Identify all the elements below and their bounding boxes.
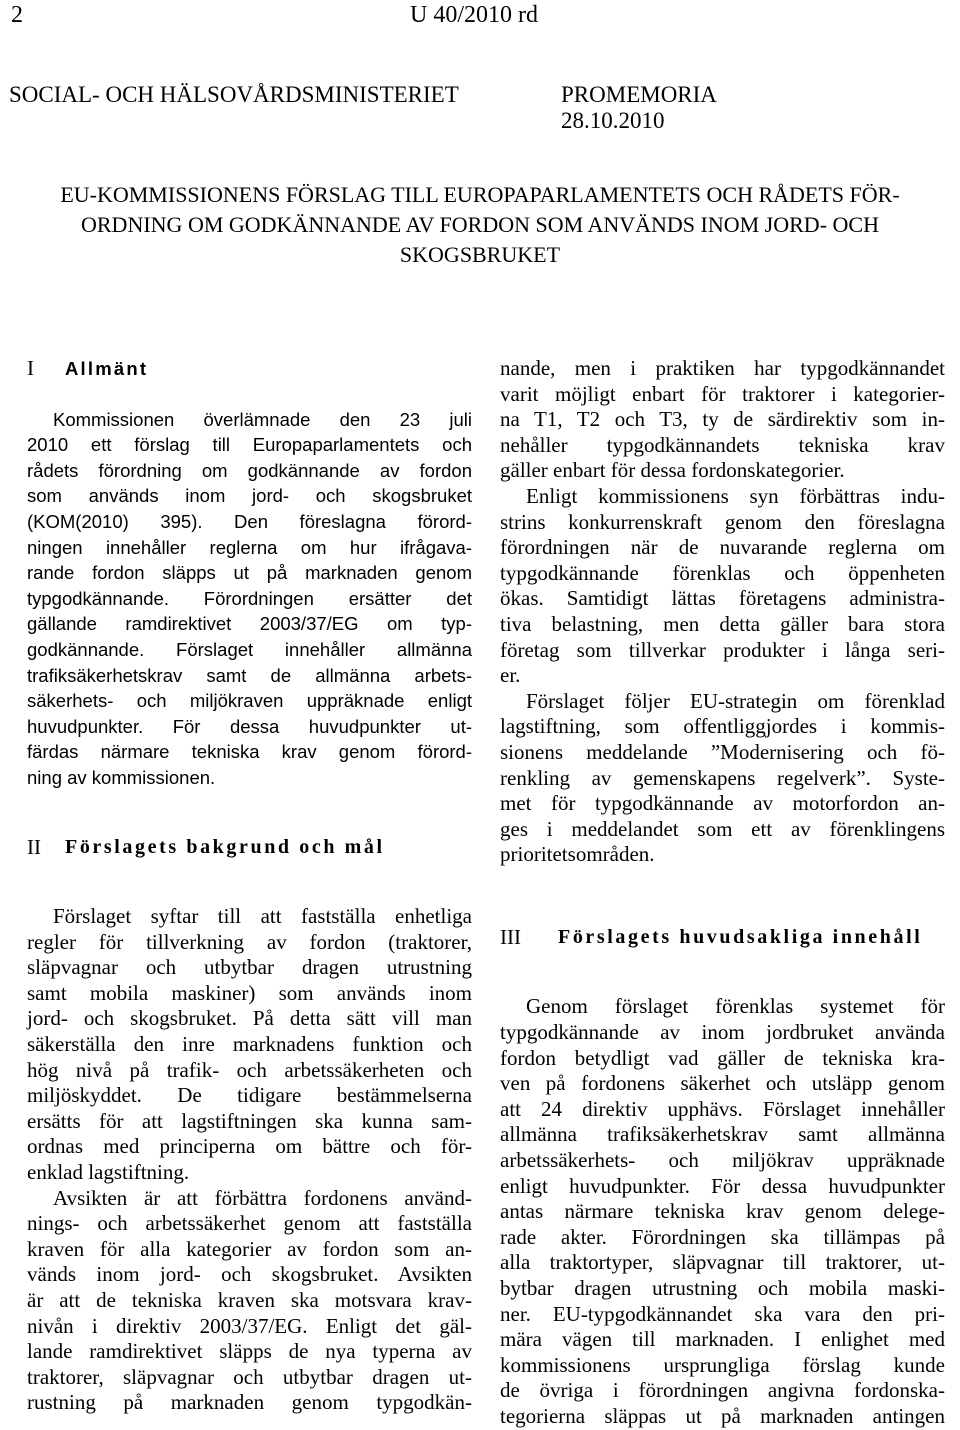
right-column — [500, 356, 945, 1430]
paragraph-bakgrund-2 — [27, 1186, 472, 1416]
text-line: sionens meddelande ”Modernisering och fö- — [500, 739, 945, 764]
page-number: 2 — [11, 2, 23, 28]
text-line: ersätts för att lagstiftningen ska kunna sam- — [27, 1108, 472, 1133]
text-line: tegorierna släppas ut på marknaden antingen — [500, 1403, 945, 1428]
text-line: typgodkännande. Förordningen ersätter det — [27, 587, 472, 609]
text-line: bytbar dragen utrustning och mobila maski- — [500, 1276, 945, 1300]
text-line: fordon betydligt vad gäller de tekniska kra- — [500, 1045, 945, 1070]
text-line: företag som tillverkar produkter i långa seri- — [500, 637, 945, 662]
text-line: ner. EU-typgodkännandet ska vara den pri- — [500, 1301, 945, 1326]
text-line: ven på fordonens säkerhet och utsläpp genom — [500, 1071, 945, 1096]
text-line: allmänna trafiksäkerhetskrav samt allmänna — [500, 1122, 945, 1147]
text-line: är att de tekniska kraven ska motsvara krav- — [27, 1288, 472, 1312]
text-line: Förslaget syftar till att fastställa enhetliga — [53, 904, 472, 929]
paragraph-bakgrund-3 — [500, 356, 945, 484]
memo-date: 28.10.2010 — [561, 108, 665, 133]
text-line: antas närmare tekniska krav genom delege- — [500, 1199, 945, 1224]
text-line: met för typgodkännande av motorfordon an- — [500, 791, 945, 816]
text-line: strins konkurrenskraft genom den föreslagna — [500, 509, 945, 534]
text-line: släpvagnar och utbytbar dragen utrustning — [27, 955, 472, 980]
text-line: lande ramdirektivet släpps de nya typerna av — [27, 1339, 472, 1364]
text-line: jord- och skogsbruket. På detta sätt vill man — [27, 1006, 472, 1031]
title-line: EU-KOMMISSIONENS FÖRSLAG TILL EUROPAPARLAMENTETS OCH RÅDETS FÖR- — [60, 182, 900, 207]
text-line: nande, men i praktiken har typgodkännandet — [500, 356, 945, 380]
text-line: förordningen när de nuvarande reglerna om — [500, 535, 945, 560]
text-line: rustning på marknaden genom typgodkän- — [27, 1390, 472, 1415]
text-line: traktorer, släpvagnar och utbytbar dragen ut- — [27, 1364, 472, 1389]
text-line: typgodkännande av inom jordbruket använda — [500, 1020, 945, 1045]
text-line: säkerställa den inre marknadens funktion och — [27, 1032, 472, 1057]
text-line: na T1, T2 och T3, ty de särdirektiv som in- — [500, 407, 945, 432]
text-line: nivån i direktiv 2003/37/EG. Enligt det gäl- — [27, 1313, 472, 1338]
text-line: (KOM(2010) 395). Den föreslagna förord- — [27, 510, 472, 532]
text-line: tiva belastning, men detta gäller bara stora — [500, 611, 945, 636]
text-line: huvudpunkter. För dessa huvudpunkter ut- — [27, 715, 472, 737]
text-line: Kommissionen överlämnade den 23 juli — [53, 408, 472, 430]
text-line: mära vägen till marknaden. I enlighet med — [500, 1327, 945, 1352]
text-line: som används inom jord- och skogsbruket — [27, 485, 472, 507]
text-line: kommissionens ursprungliga förslag kunde — [500, 1352, 945, 1377]
section-title: Allmänt — [65, 358, 149, 379]
text-line: miljöskyddet. De tidigare bestämmelserna — [27, 1083, 472, 1108]
text-line: säkerhets- och miljökraven uppräknade enligt — [27, 690, 472, 712]
paragraph-bakgrund-1 — [27, 904, 472, 1186]
text-line: hög nivå på trafik- och arbetssäkerheten och — [27, 1057, 472, 1082]
section-title: Förslagets bakgrund och mål — [65, 835, 385, 858]
text-line: kraven för alla kategorier av fordon som an- — [27, 1236, 472, 1261]
text-line: varit möjligt enbart för traktorer i kategorier- — [500, 381, 945, 406]
section-heading-allmant — [27, 356, 472, 382]
text-line: de övriga i förordningen angivna fordonska- — [500, 1378, 945, 1403]
ministry-name: SOCIAL- OCH HÄLSOVÅRDSMINISTERIET — [9, 82, 459, 107]
text-line: rade akter. Förordningen ska tillämpas på — [500, 1224, 945, 1249]
text-line: prioritetsområden. — [500, 842, 655, 867]
text-line: arbetssäkerhets- och miljökrav uppräknade — [500, 1148, 945, 1173]
text-line: att 24 direktiv upphävs. Förslaget innehåller — [500, 1096, 945, 1121]
section-heading-innehall — [500, 925, 945, 951]
text-line: rådets förordning om godkännande av fordon — [27, 459, 472, 481]
section-number: II — [27, 834, 41, 859]
text-line: nings- och arbetssäkerhet genom att fastställa — [27, 1211, 472, 1236]
paragraph-bakgrund-5 — [500, 689, 945, 868]
text-line: lagstiftning, som offentliggjordes i kommis- — [500, 714, 945, 739]
text-line: trafiksäkerhetskrav samt de allmänna arbets- — [27, 664, 472, 686]
text-line: ning av kommissionen. — [27, 766, 216, 788]
text-line: godkännande. Förslaget innehåller allmänna — [27, 638, 472, 660]
paragraph-bakgrund-4 — [500, 484, 945, 689]
text-line: regler för tillverkning av fordon (traktorer, — [27, 929, 472, 954]
section-number: I — [27, 356, 34, 380]
title-line: ORDNING OM GODKÄNNANDE AV FORDON SOM ANVÄNDS INOM JORD- OCH — [81, 212, 879, 237]
text-line: ordnas med principerna om bättre och för- — [27, 1134, 472, 1159]
text-line: renkling av gemenskapens regelverk”. Syste- — [500, 765, 945, 790]
text-line: enklad lagstiftning. — [27, 1160, 190, 1185]
title-line: SKOGSBRUKET — [399, 242, 561, 267]
text-line: vänds inom jord- och skogsbruket. Avsikten — [27, 1262, 472, 1287]
left-column — [27, 356, 472, 1416]
section-title: Förslagets huvudsakliga innehåll — [558, 925, 923, 948]
text-line: ningen innehåller reglerna om hur ifrågava- — [27, 536, 472, 558]
paragraph-innehall — [500, 994, 945, 1429]
text-line: gäller enbart för dessa fordonskategorier. — [500, 458, 845, 483]
text-line: er. — [500, 663, 521, 688]
document-reference: U 40/2010 rd — [410, 2, 538, 28]
text-line: Avsikten är att förbättra fordonens använd- — [53, 1185, 472, 1210]
text-line: enligt huvudpunkter. För dessa huvudpunkter — [500, 1173, 945, 1198]
memo-type: PROMEMORIA — [561, 82, 717, 107]
section-number: III — [500, 924, 521, 949]
text-line: Enligt kommissionens syn förbättras indu- — [526, 483, 945, 508]
text-line: ges i meddelandet som ett av förenklingens — [500, 816, 945, 841]
text-line: 2010 ett förslag till Europaparlamentets och — [27, 434, 472, 456]
paragraph-allmant — [27, 407, 472, 791]
text-line: Genom förslaget förenklas systemet för — [526, 994, 945, 1019]
text-line: färdas närmare tekniska krav genom förord- — [27, 741, 472, 763]
text-line: typgodkännande förenklas och öppenheten — [500, 560, 945, 585]
text-line: ökas. Samtidigt lättas företagens administra- — [500, 586, 945, 611]
text-line: rande fordon släpps ut på marknaden genom — [27, 562, 472, 584]
text-line: gällande ramdirektivet 2003/37/EG om typ- — [27, 613, 472, 635]
text-line: nehåller typgodkännandets tekniska krav — [500, 432, 945, 457]
text-line: Förslaget följer EU-strategin om förenklad — [526, 688, 945, 713]
section-heading-bakgrund — [27, 835, 472, 861]
text-line: samt mobila maskiner) som används inom — [27, 980, 472, 1005]
text-line: alla traktortyper, släpvagnar till traktorer, ut- — [500, 1250, 945, 1275]
document-title — [30, 180, 930, 270]
